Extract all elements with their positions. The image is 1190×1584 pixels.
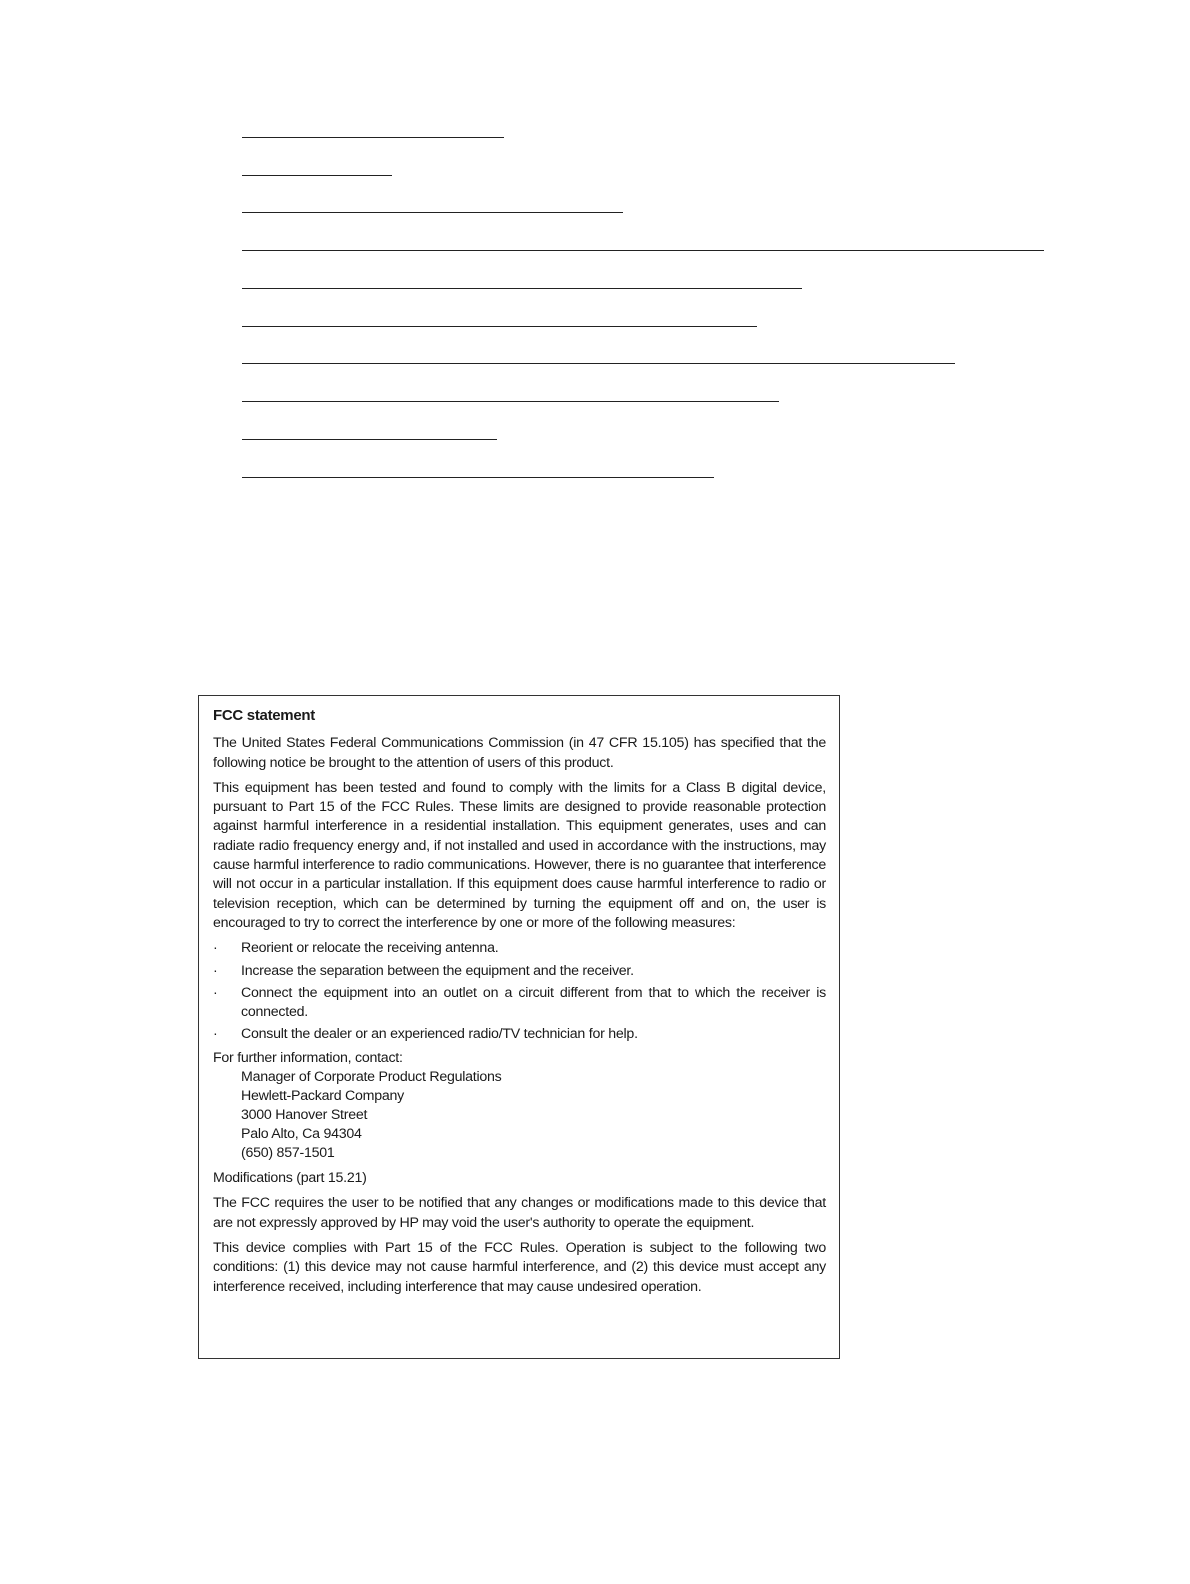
link-line-10[interactable]	[242, 477, 714, 478]
measure-text: Consult the dealer or an experienced radio/TV technician for help.	[241, 1026, 638, 1043]
bullet-icon: ·	[213, 1026, 218, 1043]
modifications-paragraph: The FCC requires the user to be notified that any changes or modifications made to this device that are not expressly approved by HP may void the user's authority to operate the equipment.	[213, 1195, 826, 1231]
link-line-7[interactable]	[242, 363, 955, 364]
bullet-icon: ·	[213, 962, 218, 979]
fcc-body-paragraph: This equipment has been tested and found to comply with the limits for a Class B digital device, pursuant to Part 15 of the FCC Rules. These limits are designed to provide reasonable protection against harmful interference in a residential installation. This equipment generates, uses and can radiate radio frequency energy and, if not installed and used in accordance with the instructions, may cause harmful interference to radio communications. However, there is no guarantee that interference will not occur in a particular installation. If this equipment does cause harmful interference to radio or television reception, which can be determined by turning the equipment off and on, the user is encouraged to try to correct the interference by one or more of the following measures:	[213, 779, 826, 931]
contact-title: Manager of Corporate Product Regulations	[241, 1069, 502, 1086]
bullet-icon: ·	[213, 984, 218, 1001]
measure-text: Increase the separation between the equipment and the receiver.	[241, 962, 634, 979]
measures-list	[213, 939, 826, 1044]
measure-text: Reorient or relocate the receiving antenna.	[241, 940, 499, 957]
link-line-9[interactable]	[242, 439, 497, 440]
link-line-5[interactable]	[242, 288, 802, 289]
measure-text: Connect the equipment into an outlet on a circuit different from that to which the receiver is connected.	[241, 984, 826, 1021]
link-line-1[interactable]	[242, 137, 504, 138]
link-line-4[interactable]	[242, 250, 1044, 251]
link-line-8[interactable]	[242, 401, 779, 402]
link-line-2[interactable]	[242, 175, 392, 176]
contact-company: Hewlett-Packard Company	[241, 1088, 404, 1105]
list-item	[213, 1025, 826, 1044]
compliance-paragraph: This device complies with Part 15 of the FCC Rules. Operation is subject to the following two conditions: (1) this device may not cause harmful interference, and (2) this device must accept any interference received, including interference that may cause undesired operation.	[213, 1239, 826, 1295]
contact-city: Palo Alto, Ca 94304	[241, 1126, 362, 1143]
contact-address	[213, 1068, 826, 1163]
link-line-6[interactable]	[242, 326, 757, 327]
link-line-3[interactable]	[242, 212, 623, 213]
contact-street: 3000 Hanover Street	[241, 1107, 368, 1124]
bullet-icon: ·	[213, 940, 218, 957]
modifications-heading: Modifications (part 15.21)	[213, 1170, 367, 1187]
fcc-statement-title: FCC statement	[213, 707, 315, 724]
contact-phone: (650) 857-1501	[241, 1145, 335, 1162]
list-item	[213, 939, 826, 958]
fcc-intro-paragraph: The United States Federal Communications Commission (in 47 CFR 15.105) has specified that the following notice be brought to the attention of users of this product.	[213, 735, 826, 771]
fcc-statement-box	[198, 695, 840, 1359]
list-item	[213, 984, 826, 1023]
list-item	[213, 962, 826, 981]
contact-intro: For further information, contact:	[213, 1049, 403, 1066]
